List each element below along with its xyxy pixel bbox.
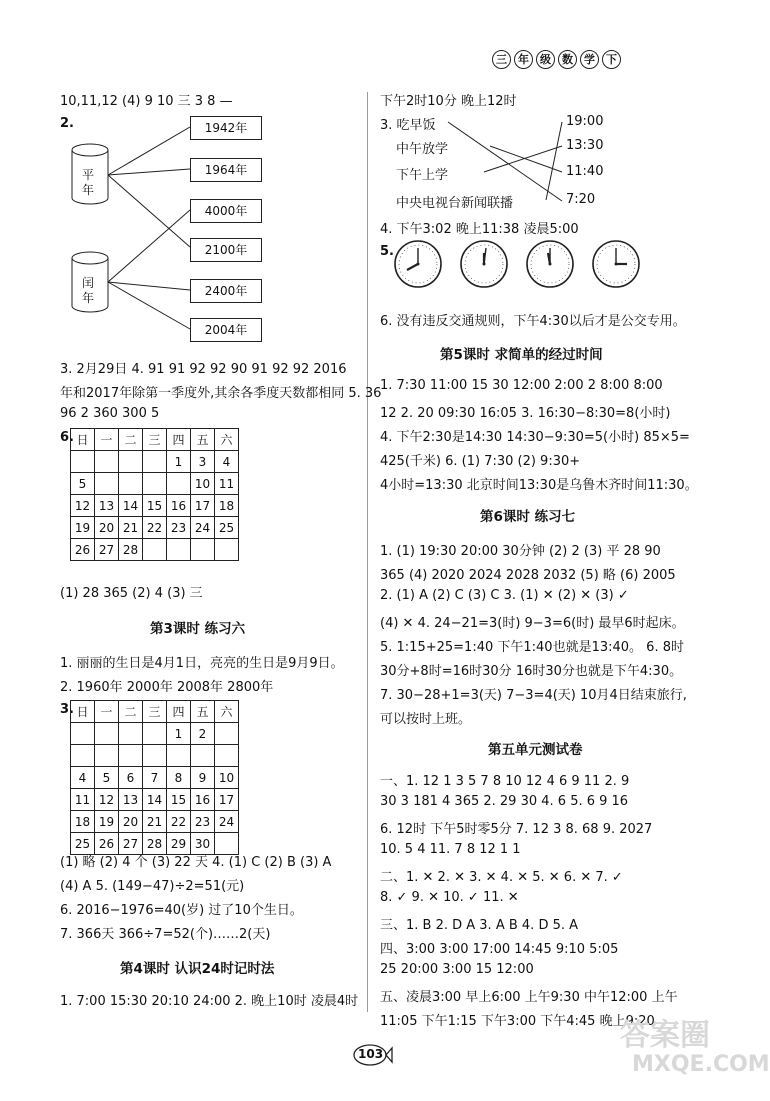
calendar-day-cell xyxy=(119,745,143,767)
calendar-day-cell: 7 xyxy=(143,767,167,789)
section-title: 第4课时 认识24时记时法 xyxy=(120,961,275,977)
calendar-day-cell: 28 xyxy=(119,539,143,561)
calendar-day-cell: 11 xyxy=(71,789,95,811)
header-char: 级 xyxy=(536,50,555,69)
calendar-day-cell xyxy=(143,723,167,745)
calendar-day-cell: 20 xyxy=(119,811,143,833)
answer-line: 五、凌晨3:00 早上6:00 上午9:30 中午12:00 上午 xyxy=(380,990,678,1005)
year-box: 4000年 xyxy=(190,199,262,223)
clock-faces xyxy=(394,238,656,292)
answer-line: 2. (1) A (2) C (3) C 3. (1) ✕ (2) ✕ (3) ✓ xyxy=(380,588,629,603)
calendar-weekday-cell: 六 xyxy=(215,429,239,451)
leap-year-matching-diagram xyxy=(60,110,260,350)
calendar-day-cell: 19 xyxy=(71,517,95,539)
answer-line: 11:05 下午1:15 下午3:00 下午4:45 晚上9:20 xyxy=(380,1014,655,1029)
answer-line: 4. 下午2:30是14:30 14:30−9:30=5(小时) 85×5= xyxy=(380,430,690,445)
calendar-day-cell: 15 xyxy=(167,789,191,811)
page-number: 103 xyxy=(358,1047,384,1061)
header-char: 年 xyxy=(514,50,533,69)
clock-icon xyxy=(461,241,507,287)
calendar-day-cell: 17 xyxy=(215,789,239,811)
calendar-day-cell xyxy=(167,539,191,561)
calendar-day-cell xyxy=(71,723,95,745)
clock-icon xyxy=(527,241,573,287)
calendar-day-cell xyxy=(167,473,191,495)
answer-line: 30分+8时=16时30分 16时30分也就是下午4:30。 xyxy=(380,664,683,679)
answer-line: 10,11,12 (4) 9 10 三 3 8 — xyxy=(60,94,233,109)
section-title: 第6课时 练习七 xyxy=(480,509,576,525)
calendar-day-cell xyxy=(143,451,167,473)
calendar-day-cell: 4 xyxy=(71,767,95,789)
calendar-day-cell xyxy=(95,473,119,495)
calendar-weekday-cell: 三 xyxy=(143,701,167,723)
calendar-day-cell: 26 xyxy=(71,539,95,561)
watermark: MXQE.COM xyxy=(632,1052,770,1077)
calendar-day-cell: 25 xyxy=(215,517,239,539)
calendar-day-cell: 27 xyxy=(119,833,143,855)
calendar-day-cell: 14 xyxy=(143,789,167,811)
calendar-day-cell: 19 xyxy=(95,811,119,833)
time-matching-lines xyxy=(440,112,570,212)
watermark: 答案圈 xyxy=(620,1018,710,1053)
calendar-day-cell xyxy=(95,745,119,767)
header-char: 数 xyxy=(558,50,577,69)
answer-line: 25 20:00 3:00 15 12:00 xyxy=(380,962,534,977)
answer-line: 1. 7:00 15:30 20:10 24:00 2. 晚上10时 凌晨4时 xyxy=(60,994,359,1009)
calendar-weekday-cell: 二 xyxy=(119,701,143,723)
calendar-day-cell: 25 xyxy=(71,833,95,855)
calendar-row xyxy=(71,701,239,723)
section-title: 第五单元测试卷 xyxy=(488,742,583,758)
year-box: 2100年 xyxy=(190,238,262,262)
match-left-item: 3. 吃早饭 xyxy=(380,118,436,133)
calendar-day-cell: 2 xyxy=(191,723,215,745)
calendar-weekday-cell: 四 xyxy=(167,429,191,451)
calendar-february xyxy=(70,428,239,561)
calendar-row xyxy=(71,811,239,833)
calendar-day-cell xyxy=(143,745,167,767)
calendar-weekday-cell: 一 xyxy=(95,701,119,723)
answer-line: (4) A 5. (149−47)÷2=51(元) xyxy=(60,879,245,894)
header-char: 三 xyxy=(492,50,511,69)
calendar-day-cell: 13 xyxy=(95,495,119,517)
calendar-day-cell: 11 xyxy=(215,473,239,495)
answer-line: 4小时=13:30 北京时间13:30是乌鲁木齐时间11:30。 xyxy=(380,478,698,493)
calendar-day-cell xyxy=(71,745,95,767)
year-box: 1964年 xyxy=(190,158,262,182)
answer-line: 1. 7:30 11:00 15 30 12:00 2:00 2 8:00 8:00 xyxy=(380,378,663,393)
match-right-item: 7:20 xyxy=(566,192,596,207)
calendar-day-cell: 8 xyxy=(167,767,191,789)
calendar-day-cell: 24 xyxy=(215,811,239,833)
calendar-day-cell: 29 xyxy=(167,833,191,855)
question-number: 2. xyxy=(60,116,74,131)
calendar-day-cell: 1 xyxy=(167,723,191,745)
calendar-row xyxy=(71,723,239,745)
calendar-day-cell: 21 xyxy=(119,517,143,539)
match-left-item: 中央电视台新闻联播 xyxy=(396,196,514,211)
answer-line: 二、1. ✕ 2. ✕ 3. ✕ 4. ✕ 5. ✕ 6. ✕ 7. ✓ xyxy=(380,870,623,885)
match-right-item: 19:00 xyxy=(566,114,604,129)
calendar-day-cell: 9 xyxy=(191,767,215,789)
answer-line: 12 2. 20 09:30 16:05 3. 16:30−8:30=8(小时) xyxy=(380,406,671,421)
header-char: 学 xyxy=(580,50,599,69)
column-divider xyxy=(367,92,368,1012)
section-title: 第3课时 练习六 xyxy=(150,621,246,637)
calendar-day-cell xyxy=(191,539,215,561)
calendar-day-cell: 30 xyxy=(191,833,215,855)
answer-line: 6. 12时 下午5时零5分 7. 12 3 8. 68 9. 2027 xyxy=(380,822,653,837)
calendar-day-cell: 27 xyxy=(95,539,119,561)
answer-line: 10. 5 4 11. 7 8 12 1 1 xyxy=(380,842,521,857)
calendar-day-cell: 3 xyxy=(191,451,215,473)
answer-line: 8. ✓ 9. ✕ 10. ✓ 11. ✕ xyxy=(380,890,519,905)
answer-line: 6. 没有违反交通规则，下午4:30以后才是公交专用。 xyxy=(380,314,686,329)
calendar-day-cell xyxy=(119,451,143,473)
calendar-day-cell xyxy=(119,473,143,495)
calendar-day-cell: 20 xyxy=(95,517,119,539)
calendar-weekday-cell: 六 xyxy=(215,701,239,723)
answer-line: 3. 2月29日 4. 91 91 92 92 90 91 92 92 2016 xyxy=(60,362,347,377)
match-right-item: 13:30 xyxy=(566,138,604,153)
answer-line: 年和2017年除第一季度外,其余各季度天数都相同 5. 36 xyxy=(60,386,382,401)
calendar-day-cell: 22 xyxy=(167,811,191,833)
calendar-row xyxy=(71,745,239,767)
answer-line: 4. 下午3:02 晚上11:38 凌晨5:00 xyxy=(380,222,579,237)
calendar-weekday-cell: 日 xyxy=(71,701,95,723)
answer-line: 6. 2016−1976=40(岁) 过了10个生日。 xyxy=(60,903,303,918)
calendar-weekday-cell: 三 xyxy=(143,429,167,451)
answer-line: 一、1. 12 1 3 5 7 8 10 12 4 6 9 11 2. 9 xyxy=(380,774,630,789)
calendar-day-cell xyxy=(191,745,215,767)
answer-line: 7. 30−28+1=3(天) 7−3=4(天) 10月4日结束旅行, xyxy=(380,688,687,703)
match-left-item: 下午上学 xyxy=(396,168,449,183)
answer-line: 下午2时10分 晚上12时 xyxy=(380,94,517,109)
calendar-day-cell: 21 xyxy=(143,811,167,833)
calendar-weekday-cell: 五 xyxy=(191,429,215,451)
calendar-row xyxy=(71,767,239,789)
cylinder-label: 闰年 xyxy=(82,276,95,305)
calendar-row xyxy=(71,451,239,473)
section-title: 第5课时 求简单的经过时间 xyxy=(440,347,603,363)
answer-line: (1) 略 (2) 4 个 (3) 22 天 4. (1) C (2) B (3) A xyxy=(60,855,332,870)
calendar-day-cell: 5 xyxy=(95,767,119,789)
answer-line: 三、1. B 2. D A 3. A B 4. D 5. A xyxy=(380,918,579,933)
calendar-day-cell: 28 xyxy=(143,833,167,855)
question-number: 6. xyxy=(60,430,74,445)
answer-line: (4) ✕ 4. 24−21=3(时) 9−3=6(时) 最早6时起床。 xyxy=(380,616,685,631)
calendar-day-cell: 10 xyxy=(191,473,215,495)
calendar-weekday-cell: 五 xyxy=(191,701,215,723)
question-number: 3. xyxy=(60,702,74,717)
answer-line: 96 2 360 300 5 xyxy=(60,406,160,421)
calendar-day-cell: 6 xyxy=(119,767,143,789)
clock-icon xyxy=(395,241,441,287)
calendar-day-cell xyxy=(215,745,239,767)
calendar-day-cell xyxy=(167,745,191,767)
calendar-day-cell xyxy=(143,539,167,561)
calendar-day-cell: 23 xyxy=(167,517,191,539)
answer-line: 四、3:00 3:00 17:00 14:45 9:10 5:05 xyxy=(380,942,619,957)
calendar-day-cell: 15 xyxy=(143,495,167,517)
header-char: 下 xyxy=(602,50,621,69)
calendar-row xyxy=(71,539,239,561)
match-left-item: 中午放学 xyxy=(396,142,449,157)
year-box: 2004年 xyxy=(190,318,262,342)
calendar-day-cell xyxy=(95,723,119,745)
cylinder-label: 平年 xyxy=(82,168,95,197)
calendar-row xyxy=(71,473,239,495)
calendar-day-cell: 17 xyxy=(191,495,215,517)
calendar-day-cell: 16 xyxy=(167,495,191,517)
calendar-row xyxy=(71,517,239,539)
calendar-row xyxy=(71,789,239,811)
calendar-april xyxy=(70,700,239,855)
calendar-weekday-cell: 日 xyxy=(71,429,95,451)
calendar-day-cell: 24 xyxy=(191,517,215,539)
answer-line: 7. 366天 366÷7=52(个)……2(天) xyxy=(60,927,271,942)
calendar-row xyxy=(71,495,239,517)
calendar-day-cell: 4 xyxy=(215,451,239,473)
answer-line: 425(千米) 6. (1) 7:30 (2) 9:30+ xyxy=(380,454,581,469)
calendar-day-cell xyxy=(143,473,167,495)
year-box: 2400年 xyxy=(190,279,262,303)
match-right-item: 11:40 xyxy=(566,164,604,179)
answer-line: 1. 丽丽的生日是4月1日，亮亮的生日是9月9日。 xyxy=(60,656,344,671)
calendar-weekday-cell: 一 xyxy=(95,429,119,451)
answer-line: 5. 1:15+25=1:40 下午1:40也就是13:40。 6. 8时 xyxy=(380,640,684,655)
answer-line: 2. 1960年 2000年 2008年 2800年 xyxy=(60,680,274,695)
calendar-day-cell: 5 xyxy=(71,473,95,495)
answer-line: 365 (4) 2020 2024 2028 2032 (5) 略 (6) 2005 xyxy=(380,568,676,583)
answer-line: 可以按时上班。 xyxy=(380,712,472,727)
year-box: 1942年 xyxy=(190,116,262,140)
calendar-day-cell: 16 xyxy=(191,789,215,811)
calendar-day-cell xyxy=(215,539,239,561)
calendar-day-cell: 1 xyxy=(167,451,191,473)
calendar-day-cell xyxy=(119,723,143,745)
answer-line: 1. (1) 19:30 20:00 30分钟 (2) 2 (3) 平 28 90 xyxy=(380,544,661,559)
calendar-day-cell: 12 xyxy=(71,495,95,517)
calendar-day-cell xyxy=(95,451,119,473)
calendar-day-cell: 14 xyxy=(119,495,143,517)
calendar-day-cell: 26 xyxy=(95,833,119,855)
calendar-day-cell: 22 xyxy=(143,517,167,539)
calendar-day-cell: 12 xyxy=(95,789,119,811)
calendar-day-cell: 13 xyxy=(119,789,143,811)
question-number: 5. xyxy=(380,244,394,259)
clock-icon xyxy=(593,241,639,287)
calendar-day-cell: 18 xyxy=(71,811,95,833)
calendar-weekday-cell: 四 xyxy=(167,701,191,723)
grade-header xyxy=(492,50,621,69)
calendar-day-cell: 10 xyxy=(215,767,239,789)
calendar-weekday-cell: 二 xyxy=(119,429,143,451)
answer-line: 30 3 181 4 365 2. 29 30 4. 6 5. 6 9 16 xyxy=(380,794,629,809)
calendar-day-cell xyxy=(71,451,95,473)
calendar-row xyxy=(71,429,239,451)
calendar-day-cell xyxy=(215,723,239,745)
calendar-day-cell: 18 xyxy=(215,495,239,517)
calendar-day-cell: 23 xyxy=(191,811,215,833)
answer-line: (1) 28 365 (2) 4 (3) 三 xyxy=(60,586,203,601)
